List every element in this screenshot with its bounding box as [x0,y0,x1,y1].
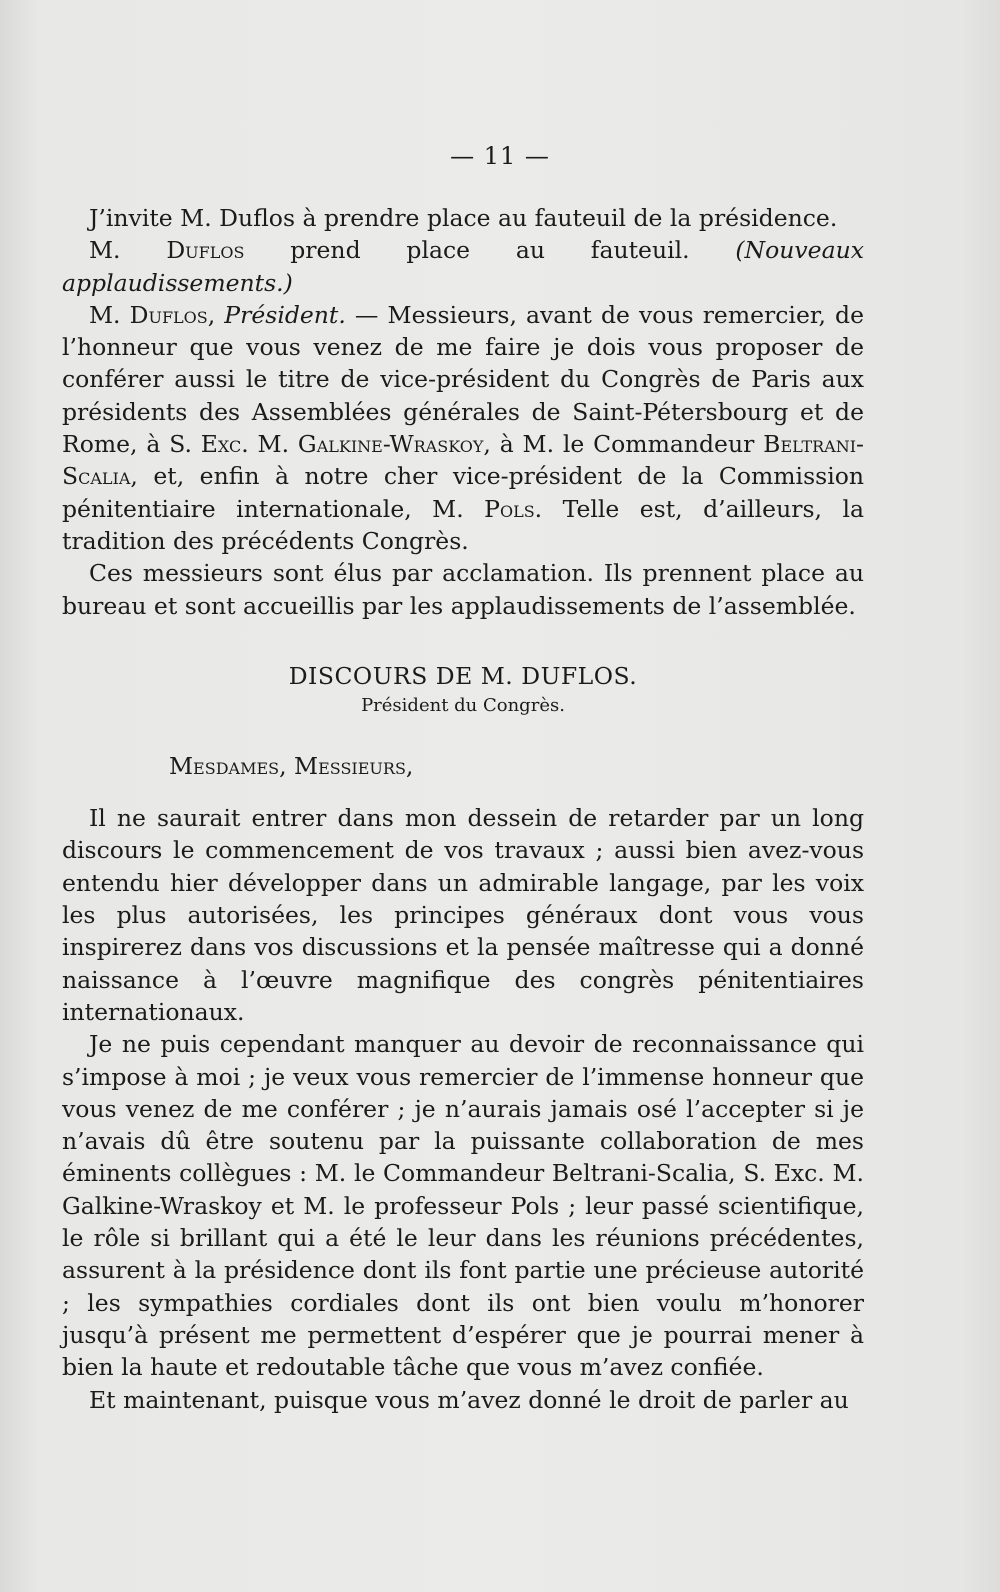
paragraph-text: Telle est, d’ailleurs, la tradition des précédents Congrès. [62,494,864,555]
paragraph-takes-seat [62,234,864,299]
paragraph-discours-3: Et maintenant, puisque vous m’avez donné le droit de parler au [89,1385,849,1414]
paragraph-discours-2: Je ne puis cependant manquer au devoir de reconnaissance qui s’impose à moi ; je veux vous remercier de l’immense honneur que vous venez de me conférer ; je n’aurais jamais osé l’accepter si je n’avais dû être soutenu par la puissante collaboration de mes éminents collègues : M. le Commandeur Beltrani-Scalia, S. Exc. M. Galkine-Wraskoy et M. le professeur Pols ; leur passé scientifique, le rôle si brillant qui a été le leur dans les réunions précédentes, assurent à la présidence dont ils font partie une précieuse autorité ; les sympathies cordiales dont ils ont bien voulu m’honorer jusqu’à présent me permettent d’espérer que je pourrai mener à bien la haute et redoutable tâche que vous m’avez confiée. [62,1030,864,1382]
paragraph-text: à M. le Commandeur [490,430,764,459]
speaker-name: M. Duflos [89,236,245,265]
page-number: — 11 — [450,142,550,170]
speaker-name: M. Duflos, [89,300,216,329]
paragraph-invitation: J’invite M. Duflos à prendre place au fauteuil de la présidence. [89,204,838,232]
name-beltrani: Beltrani-Scalia, [62,430,864,491]
section-subheading: Président du Congrès. [361,694,565,716]
name-galkine: S. Exc. M. Galkine-Wraskoy, [169,430,491,459]
paragraph-text: et, enfin à notre cher vice-président de la Commission pénitentiaire internationale, [62,462,864,523]
salutation: Mesdames, Messieurs, [169,751,414,780]
paragraph-discours-1: Il ne saurait entrer dans mon dessein de retarder par un long discours le commencement de vos travaux ; aussi bien avez-vous entendu hier développer dans un admirable langage, par les voix les plus autorisées, les principes généraux dont vous vous inspirerez dans vos discussions et la pensée maîtresse qui a donné naissance à l’œuvre magnifique des congrès pénitentiaires internationaux. [62,804,864,1026]
speaker-role: Président. [215,300,346,329]
paragraph-text: — Messieurs, avant de vous remercier, de l’honneur que vous venez de me faire je dois vous proposer de conférer aussi le titre de vice-président du Congrès de Paris aux présidents des Assemblées générales de Saint-Pétersbourg et de Rome, à [62,300,865,459]
paragraph-text: prend place au fauteuil. [244,236,736,265]
paragraph-president-speech [62,299,864,557]
paragraph-acclamation: Ces messieurs sont élus par acclamation. Ils prennent place au bureau et sont accueillis par les applaudissements de l’assemblée. [62,559,864,620]
stage-direction: (Nouveaux applaudissements.) [62,236,864,297]
name-pols: M. Pols. [432,494,543,523]
section-heading: DISCOURS DE M. DUFLOS. [288,661,638,690]
page-text [62,202,864,1416]
